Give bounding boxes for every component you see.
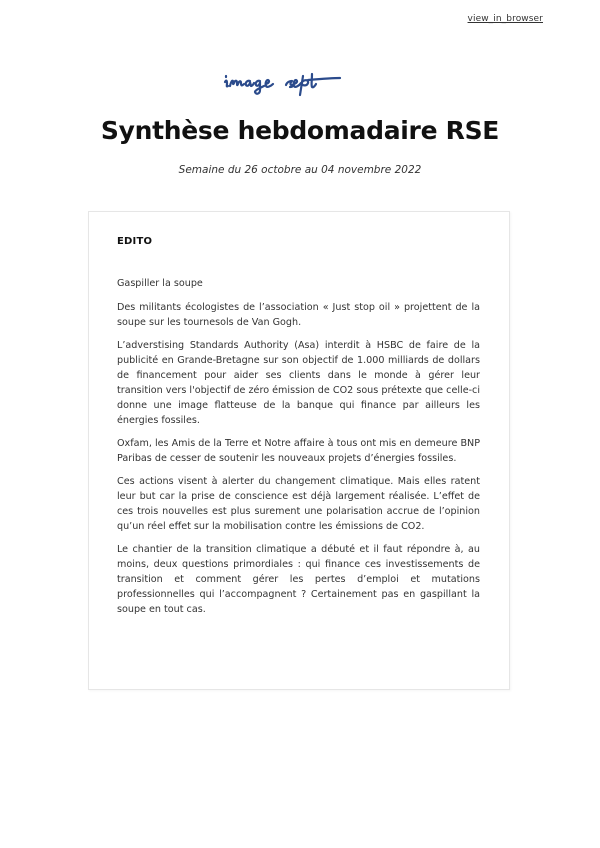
edito-paragraph: L’adverstising Standards Authority (Asa) interdit à HSBC de faire de la publicité en Grande-Bretagne sur son objectif de 1.000 milliards de dollars de financement pour aider ses clients dans le monde à gérer leur transition vers l'objectif de zéro émission de CO2 sous prétexte que celle-ci donne une image flatteuse de la banque qui finance par ailleurs les énergies fossiles.: [117, 340, 480, 426]
page-subtitle: Semaine du 26 octobre au 04 novembre 2022: [178, 164, 422, 176]
edito-heading: Gaspiller la soupe: [117, 278, 203, 289]
edito-paragraph: Ces actions visent à alerter du changement climatique. Mais elles ratent leur but car la prise de conscience est déjà largement réalisée. L’effet de ces trois nouvelles est plus surement une polarisation accrue de l’opinion qu’un réel effet sur la mobilisation contre les émissions de CO2.: [117, 476, 480, 532]
edito-paragraph: Des militants écologistes de l’association « Just stop oil » projettent de la soupe sur les tournesols de Van Gogh.: [117, 302, 480, 328]
view-in-browser-link[interactable]: view_in_browser: [467, 14, 543, 24]
page-title: Synthèse hebdomadaire RSE: [100, 116, 500, 145]
edito-paragraph: Oxfam, les Amis de la Terre et Notre affaire à tous ont mis en demeure BNP Paribas de cesser de soutenir les nouveaux projets d’énergies fossiles.: [117, 438, 480, 464]
edito-content: [117, 236, 480, 625]
section-label-edito: EDITO: [117, 236, 153, 247]
handwritten-logo-icon: [220, 62, 380, 98]
logo: [0, 62, 600, 102]
edito-card: [88, 211, 510, 690]
edito-paragraph: Le chantier de la transition climatique a débuté et il faut répondre à, au moins, deux questions primordiales : qui finance ces investissements de transition et comment gérer les pertes d’emploi et mutations professionnelles qui l’accompagnent ? Certainement pas en gaspillant la soupe en tout cas.: [117, 544, 480, 615]
